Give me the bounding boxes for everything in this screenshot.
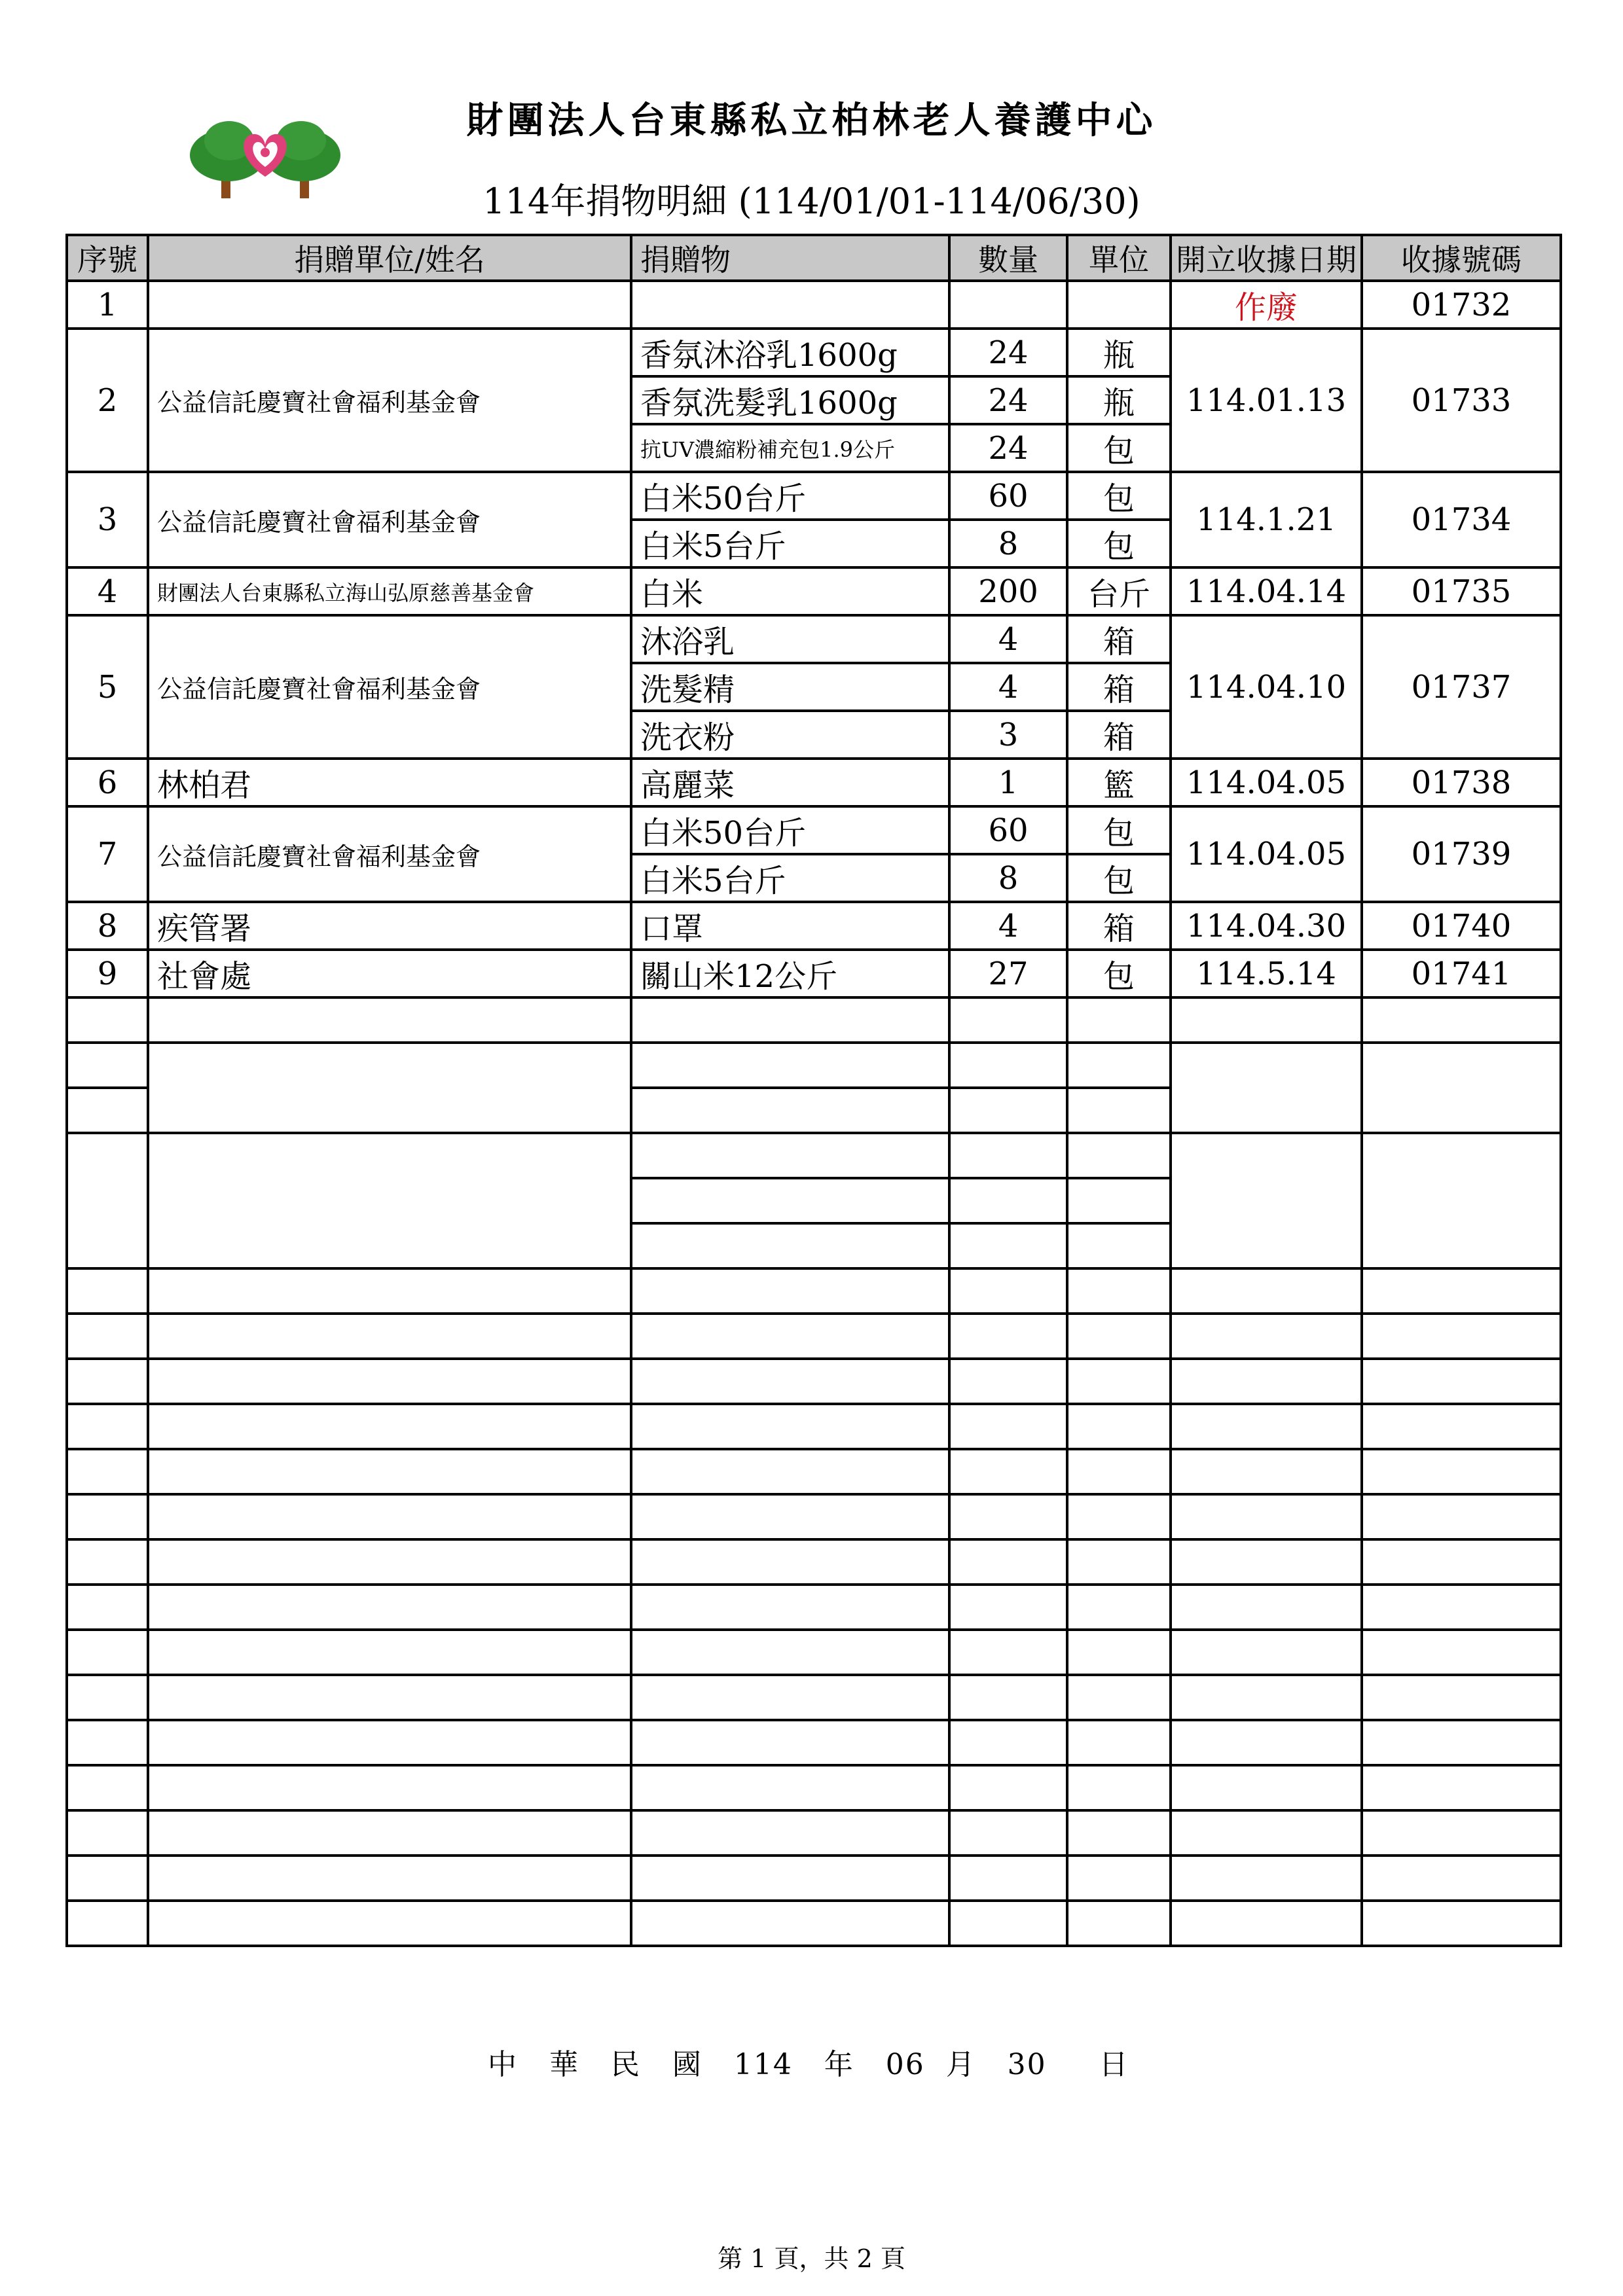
empty-cell [949,1675,1067,1720]
empty-cell [148,1494,631,1539]
empty-cell [949,1720,1067,1765]
receipt-number: 01733 [1362,329,1561,472]
row-number: 5 [67,615,148,759]
receipt-date: 114.01.13 [1171,329,1362,472]
empty-cell [631,1268,949,1314]
receipt-number: 01741 [1362,950,1561,997]
empty-row [67,1585,1561,1630]
footer-date: 中 華 民 國 114 年 06 月 30 日 [488,2048,1129,2081]
item-quantity: 8 [949,520,1067,567]
receipt-date: 114.04.10 [1171,615,1362,759]
empty-cell [67,1133,148,1268]
empty-cell [148,1268,631,1314]
item-name: 洗衣粉 [631,711,949,759]
empty-cell [1067,1810,1171,1856]
empty-cell [1067,997,1171,1043]
empty-cell [1171,1449,1362,1494]
item-quantity: 24 [949,376,1067,424]
table-row [67,950,1561,997]
empty-cell [949,1223,1067,1268]
empty-cell [949,1765,1067,1810]
donor-name: 社會處 [148,950,631,997]
empty-cell [631,1404,949,1449]
item-name: 高麗菜 [631,759,949,806]
empty-cell [1067,1765,1171,1810]
empty-cell [67,1088,148,1133]
item-quantity: 4 [949,615,1067,663]
empty-cell [631,1675,949,1720]
org-title: 財團法人台東縣私立柏林老人養護中心 [466,99,1157,142]
item-name: 白米 [631,567,949,615]
empty-cell [1362,1585,1561,1630]
item-quantity: 24 [949,329,1067,376]
empty-cell [67,1314,148,1359]
empty-cell [1171,997,1362,1043]
item-name: 關山米12公斤 [631,950,949,997]
empty-cell [1067,1630,1171,1675]
donor-name [148,281,631,329]
empty-cell [1171,1494,1362,1539]
item-quantity: 4 [949,663,1067,711]
empty-cell [1171,1268,1362,1314]
receipt-number: 01740 [1362,902,1561,950]
empty-cell [949,1359,1067,1404]
empty-row [67,1810,1561,1856]
item-unit: 箱 [1067,615,1171,663]
empty-cell [67,1856,148,1901]
empty-cell [1067,1494,1171,1539]
donor-name: 林柏君 [148,759,631,806]
empty-cell [1171,1359,1362,1404]
item-unit: 包 [1067,950,1171,997]
empty-cell [148,1856,631,1901]
empty-cell [67,1539,148,1585]
table-row [67,281,1561,329]
receipt-date: 114.04.05 [1171,759,1362,806]
empty-cell [949,1539,1067,1585]
receipt-number: 01739 [1362,806,1561,902]
row-number: 4 [67,567,148,615]
empty-cell [949,997,1067,1043]
item-unit: 台斤 [1067,567,1171,615]
item-unit: 籃 [1067,759,1171,806]
empty-cell [631,1720,949,1765]
empty-cell [67,1359,148,1404]
empty-cell [1171,1901,1362,1946]
empty-cell [148,1359,631,1404]
empty-cell [1171,1043,1362,1133]
empty-cell [631,1901,949,1946]
header-receipt: 收據號碼 [1362,235,1561,281]
empty-cell [1067,1268,1171,1314]
header-unit: 單位 [1067,235,1171,281]
empty-cell [148,1765,631,1810]
empty-cell [949,1268,1067,1314]
item-name: 白米5台斤 [631,520,949,567]
donor-name: 公益信託慶寶社會福利基金會 [148,806,631,902]
receipt-number: 01734 [1362,472,1561,567]
item-quantity: 24 [949,424,1067,472]
empty-row [67,1630,1561,1675]
empty-cell [1362,1494,1561,1539]
item-quantity: 3 [949,711,1067,759]
empty-cell [67,1449,148,1494]
empty-cell [148,1404,631,1449]
empty-cell [1362,1043,1561,1133]
empty-cell [1067,1539,1171,1585]
empty-cell [67,1404,148,1449]
empty-cell [631,997,949,1043]
empty-row [67,1765,1561,1810]
empty-cell [1362,1449,1561,1494]
empty-cell [148,1539,631,1585]
empty-cell [1067,1404,1171,1449]
receipt-date: 114.04.05 [1171,806,1362,902]
item-name [631,281,949,329]
table-row [67,329,1561,376]
item-quantity: 200 [949,567,1067,615]
empty-cell [67,1765,148,1810]
item-unit: 瓶 [1067,376,1171,424]
empty-cell [1067,1449,1171,1494]
empty-cell [1362,997,1561,1043]
empty-cell [1067,1856,1171,1901]
empty-row [67,1359,1561,1404]
empty-cell [1171,1720,1362,1765]
empty-cell [1067,1720,1171,1765]
table-header-row [67,235,1561,281]
empty-cell [1362,1404,1561,1449]
empty-cell [67,1585,148,1630]
empty-cell [1067,1043,1171,1088]
empty-row [67,1901,1561,1946]
empty-row [67,1539,1561,1585]
empty-cell [631,1043,949,1088]
empty-cell [1067,1178,1171,1223]
item-quantity: 1 [949,759,1067,806]
empty-cell [1362,1856,1561,1901]
empty-cell [949,1810,1067,1856]
empty-cell [148,1630,631,1675]
empty-cell [1067,1359,1171,1404]
empty-cell [1067,1901,1171,1946]
item-quantity: 4 [949,902,1067,950]
empty-row [67,1675,1561,1720]
donor-name: 公益信託慶寶社會福利基金會 [148,472,631,567]
empty-row [67,1043,1561,1088]
item-unit: 箱 [1067,711,1171,759]
empty-cell [949,1494,1067,1539]
receipt-number: 01738 [1362,759,1561,806]
empty-cell [631,1359,949,1404]
empty-cell [67,1810,148,1856]
item-name: 白米50台斤 [631,806,949,854]
empty-cell [631,1314,949,1359]
empty-cell [148,1810,631,1856]
empty-cell [67,1901,148,1946]
empty-cell [1171,1856,1362,1901]
item-quantity [949,281,1067,329]
empty-cell [631,1088,949,1133]
empty-cell [1067,1314,1171,1359]
empty-cell [1362,1720,1561,1765]
header-item: 捐贈物 [631,235,949,281]
empty-cell [67,1720,148,1765]
empty-cell [949,1856,1067,1901]
empty-cell [1171,1404,1362,1449]
empty-cell [631,1630,949,1675]
empty-cell [1067,1088,1171,1133]
header-date: 開立收據日期 [1171,235,1362,281]
item-unit: 包 [1067,424,1171,472]
donor-name: 公益信託慶寶社會福利基金會 [148,615,631,759]
empty-cell [1362,1314,1561,1359]
item-name: 白米5台斤 [631,854,949,902]
empty-cell [949,1585,1067,1630]
empty-cell [631,1133,949,1178]
row-number: 9 [67,950,148,997]
item-unit: 瓶 [1067,329,1171,376]
empty-cell [148,1043,631,1133]
item-name: 香氛沐浴乳1600g [631,329,949,376]
item-unit [1067,281,1171,329]
empty-cell [1362,1810,1561,1856]
empty-cell [148,1675,631,1720]
empty-cell [1171,1630,1362,1675]
empty-cell [949,1088,1067,1133]
empty-cell [1171,1133,1362,1268]
receipt-number: 01735 [1362,567,1561,615]
empty-cell [1362,1630,1561,1675]
empty-cell [67,1268,148,1314]
donor-name: 疾管署 [148,902,631,950]
empty-row [67,1133,1561,1178]
empty-row [67,1720,1561,1765]
item-unit: 箱 [1067,902,1171,950]
item-quantity: 27 [949,950,1067,997]
empty-cell [631,1765,949,1810]
empty-cell [1362,1539,1561,1585]
empty-cell [949,1404,1067,1449]
donor-name: 財團法人台東縣私立海山弘原慈善基金會 [148,567,631,615]
empty-cell [949,1178,1067,1223]
empty-cell [949,1901,1067,1946]
receipt-date: 114.04.30 [1171,902,1362,950]
row-number: 3 [67,472,148,567]
empty-cell [67,997,148,1043]
empty-cell [1067,1675,1171,1720]
empty-cell [67,1630,148,1675]
empty-cell [1171,1585,1362,1630]
empty-cell [1171,1539,1362,1585]
empty-cell [67,1675,148,1720]
empty-cell [148,997,631,1043]
empty-cell [631,1856,949,1901]
table-row [67,615,1561,663]
empty-row [67,997,1561,1043]
empty-cell [631,1585,949,1630]
header-donor: 捐贈單位/姓名 [148,235,631,281]
receipt-date: 114.04.14 [1171,567,1362,615]
empty-cell [148,1901,631,1946]
item-unit: 包 [1067,472,1171,520]
empty-cell [631,1178,949,1223]
item-quantity: 60 [949,472,1067,520]
table-row [67,902,1561,950]
empty-cell [631,1810,949,1856]
empty-cell [949,1630,1067,1675]
empty-row [67,1404,1561,1449]
item-unit: 包 [1067,806,1171,854]
row-number: 2 [67,329,148,472]
receipt-date: 114.1.21 [1171,472,1362,567]
empty-cell [1171,1675,1362,1720]
void-mark: 作廢 [1171,281,1362,329]
empty-cell [1362,1675,1561,1720]
empty-cell [148,1449,631,1494]
empty-cell [1362,1765,1561,1810]
empty-cell [949,1043,1067,1088]
document-title: 114年捐物明細 (114/01/01-114/06/30) [483,181,1140,222]
donation-table [65,234,1562,1947]
empty-cell [949,1133,1067,1178]
empty-cell [67,1494,148,1539]
empty-cell [1067,1133,1171,1178]
empty-cell [949,1314,1067,1359]
empty-cell [1362,1901,1561,1946]
row-number: 8 [67,902,148,950]
page-number: 第 1 頁，共 2 頁 [718,2244,905,2273]
item-name: 抗UV濃縮粉補充包1.9公斤 [631,424,949,472]
table-row [67,567,1561,615]
table-row [67,759,1561,806]
empty-cell [1171,1765,1362,1810]
empty-cell [631,1539,949,1585]
header-qty: 數量 [949,235,1067,281]
item-unit: 包 [1067,520,1171,567]
table-row [67,472,1561,520]
item-name: 口罩 [631,902,949,950]
empty-cell [148,1133,631,1268]
item-name: 洗髮精 [631,663,949,711]
receipt-number: 01732 [1362,281,1561,329]
empty-cell [1067,1585,1171,1630]
empty-row [67,1449,1561,1494]
empty-cell [1362,1133,1561,1268]
empty-cell [1067,1223,1171,1268]
row-number: 7 [67,806,148,902]
item-name: 沐浴乳 [631,615,949,663]
item-name: 香氛洗髮乳1600g [631,376,949,424]
empty-cell [631,1223,949,1268]
empty-cell [631,1494,949,1539]
header-no: 序號 [67,235,148,281]
receipt-number: 01737 [1362,615,1561,759]
empty-cell [1171,1810,1362,1856]
receipt-date: 114.5.14 [1171,950,1362,997]
item-name: 白米50台斤 [631,472,949,520]
empty-cell [148,1585,631,1630]
empty-row [67,1314,1561,1359]
empty-row [67,1856,1561,1901]
item-unit: 箱 [1067,663,1171,711]
empty-cell [1171,1314,1362,1359]
empty-cell [148,1720,631,1765]
empty-cell [1362,1268,1561,1314]
row-number: 1 [67,281,148,329]
donor-name: 公益信託慶寶社會福利基金會 [148,329,631,472]
empty-cell [67,1043,148,1088]
empty-row [67,1494,1561,1539]
table-row [67,806,1561,854]
item-unit: 包 [1067,854,1171,902]
row-number: 6 [67,759,148,806]
empty-cell [949,1449,1067,1494]
item-quantity: 60 [949,806,1067,854]
empty-cell [631,1449,949,1494]
empty-cell [148,1314,631,1359]
empty-row [67,1268,1561,1314]
item-quantity: 8 [949,854,1067,902]
empty-cell [1362,1359,1561,1404]
